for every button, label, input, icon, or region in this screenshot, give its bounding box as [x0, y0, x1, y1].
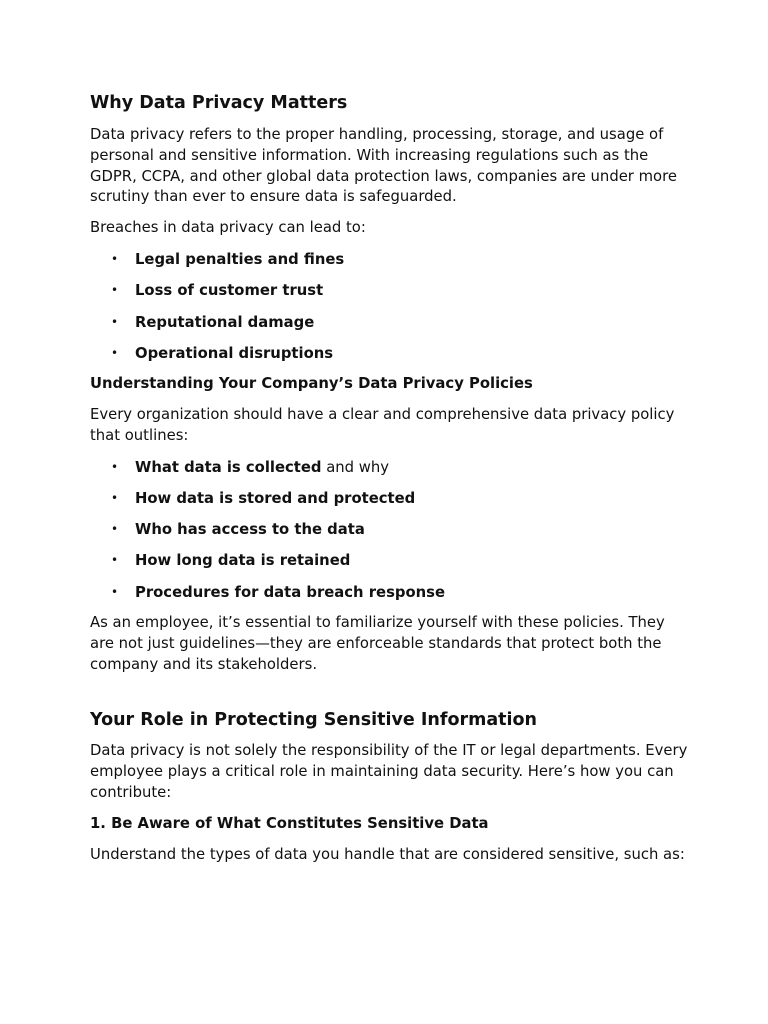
bullet-icon: •	[111, 459, 119, 474]
breaches-lead-text: Breaches in data privacy can lead to:	[90, 219, 366, 237]
list-item-bold-text: How long data is retained	[135, 552, 351, 570]
intro-paragraph: Data privacy refers to the proper handling, processing, storage, and usage of personal and sensitive information. With increasing regulations such as the GDPR, CCPA, and other global data protection laws, companies are under more scrutiny than ever to ensure data is safeguarded.	[90, 126, 677, 206]
list-item	[111, 343, 690, 364]
bullet-icon: •	[111, 251, 119, 266]
breaches-list	[90, 249, 690, 364]
list-item-bold-text: Procedures for data breach response	[135, 583, 446, 601]
bullet-icon: •	[111, 345, 119, 360]
step1-subheading: 1. Be Aware of What Constitutes Sensitive Data	[90, 814, 489, 832]
bullet-icon: •	[111, 283, 119, 298]
bullet-icon: •	[111, 490, 119, 505]
list-item-bold-text: How data is stored and protected	[135, 489, 416, 507]
policies-list	[90, 457, 690, 603]
bullet-icon: •	[111, 553, 119, 568]
section-heading-why-data-privacy: Why Data Privacy Matters	[90, 93, 348, 113]
list-item-bold-text: Who has access to the data	[135, 521, 365, 539]
list-item-bold-text: What data is collected	[135, 458, 322, 476]
list-item	[111, 457, 690, 478]
section-heading-your-role: Your Role in Protecting Sensitive Information	[90, 710, 538, 731]
policies-subheading: Understanding Your Company’s Data Privacy Policies	[90, 375, 533, 393]
document-page	[90, 0, 690, 875]
list-item-text: Operational disruptions	[135, 344, 334, 362]
list-item	[111, 312, 690, 333]
bullet-icon: •	[111, 584, 119, 599]
list-item-text: Legal penalties and fines	[135, 250, 345, 268]
bullet-icon: •	[111, 522, 119, 537]
role-intro-paragraph: Data privacy is not solely the responsibility of the IT or legal departments. Every employee plays a critical role in maintaining data security. Here’s how you can contribute:	[90, 742, 688, 802]
list-item	[111, 582, 690, 603]
employee-note-paragraph: As an employee, it’s essential to familiarize yourself with these policies. They are not just guidelines—they are enforceable standards that protect both the company and its stakeholders.	[90, 614, 665, 673]
list-item	[111, 280, 690, 301]
policies-intro: Every organization should have a clear and comprehensive data privacy policy that outlines:	[90, 405, 675, 444]
list-item-text: Loss of customer trust	[135, 282, 324, 300]
list-item	[111, 519, 690, 540]
list-item-text: Reputational damage	[135, 313, 315, 331]
list-item-text: and why	[321, 458, 389, 476]
list-item	[111, 488, 690, 509]
bullet-icon: •	[111, 314, 119, 329]
list-item	[111, 249, 690, 270]
step1-paragraph: Understand the types of data you handle that are considered sensitive, such as:	[90, 845, 685, 863]
list-item	[111, 550, 690, 571]
